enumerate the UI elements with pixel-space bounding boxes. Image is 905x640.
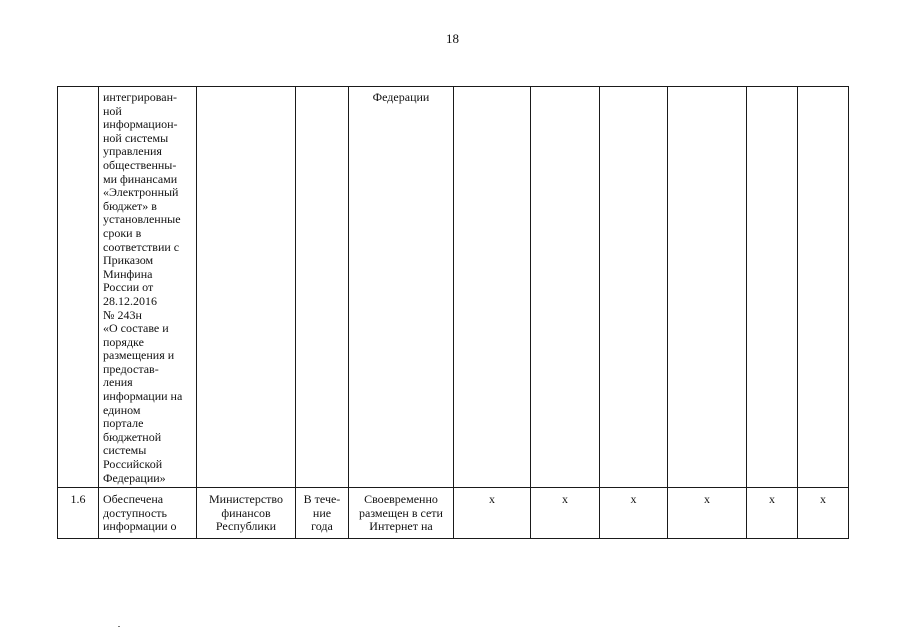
description-line: ной системы (103, 130, 169, 145)
cell-value (531, 87, 600, 488)
page-number: 18 (446, 31, 459, 46)
description-line: управления (103, 144, 162, 159)
plan-table (57, 86, 849, 539)
description-lines (103, 91, 192, 485)
description-line: сроки в (103, 225, 142, 240)
description-line: информацион- (103, 117, 178, 132)
description-line: портале (103, 416, 144, 431)
term-line: ние (312, 505, 332, 520)
description-line: № 243н (103, 307, 142, 322)
term-line: года (311, 519, 333, 534)
cell-executor (197, 87, 296, 488)
cell-executor (197, 488, 296, 539)
description-line: общественны- (103, 157, 177, 172)
description-line: 28.12.2016 (103, 293, 157, 308)
cell-description (99, 87, 197, 488)
mark-x: x (630, 492, 637, 507)
description-line: Федерации» (103, 470, 166, 485)
cell-value (454, 488, 531, 539)
description-line: соответствии с (103, 239, 180, 254)
table-row-1-6 (58, 488, 849, 539)
description-line: системы (103, 443, 147, 458)
cell-value (454, 87, 531, 488)
mark-x: x (562, 492, 568, 507)
description-line: предостав- (103, 361, 159, 376)
description-line: ми финансами (103, 171, 178, 186)
description-line: «О составе и (103, 321, 169, 336)
cell-value (531, 488, 600, 539)
description-line: размещения и (103, 348, 175, 363)
description-line: Приказом (103, 253, 154, 268)
description-line: бюджетной (103, 429, 162, 444)
cell-term (296, 87, 349, 488)
description-line: доступность (103, 505, 168, 520)
result-line: Своевременно (364, 492, 438, 507)
cell-value (747, 488, 798, 539)
description-line: бюджет» в (103, 198, 157, 213)
cell-description (99, 488, 197, 539)
result-line: размещен в сети (359, 505, 443, 520)
cell-number: 1.6 (58, 488, 99, 539)
description-line: интегрирован- (103, 90, 178, 104)
description-line: едином (103, 402, 141, 417)
cell-value (600, 87, 668, 488)
description-line: Минфина (103, 266, 153, 281)
cell-value (747, 87, 798, 488)
cell-value (668, 488, 747, 539)
description-line: ной (103, 103, 122, 118)
executor-line: Республики (215, 519, 277, 534)
executor-line: Министерство (209, 492, 283, 507)
description-line: России от (103, 280, 154, 295)
cell-result (349, 488, 454, 539)
description-line: «Электронный (103, 185, 179, 200)
cell-result: Федерации (349, 87, 454, 488)
scan-artifact (118, 626, 120, 627)
cell-value (600, 488, 668, 539)
description-line: информации о (103, 519, 177, 534)
cell-value (798, 488, 849, 539)
description-line: ления (103, 375, 133, 390)
description-line: Российской (103, 457, 163, 472)
cell-number (58, 87, 99, 488)
mark-x: x (489, 492, 495, 507)
description-line: информации на (103, 389, 183, 404)
cell-value (798, 87, 849, 488)
term-line: В тече- (303, 492, 341, 507)
mark-x: x (769, 492, 775, 507)
description-line: Обеспечена (103, 492, 164, 507)
mark-x: x (820, 492, 826, 507)
table-row-continuation (58, 87, 849, 488)
description-line: порядке (103, 334, 144, 349)
cell-value (668, 87, 747, 488)
mark-x: x (704, 492, 710, 507)
cell-term (296, 488, 349, 539)
result-line: Интернет на (369, 519, 433, 534)
executor-line: финансов (221, 505, 271, 520)
description-line: установленные (103, 212, 181, 227)
